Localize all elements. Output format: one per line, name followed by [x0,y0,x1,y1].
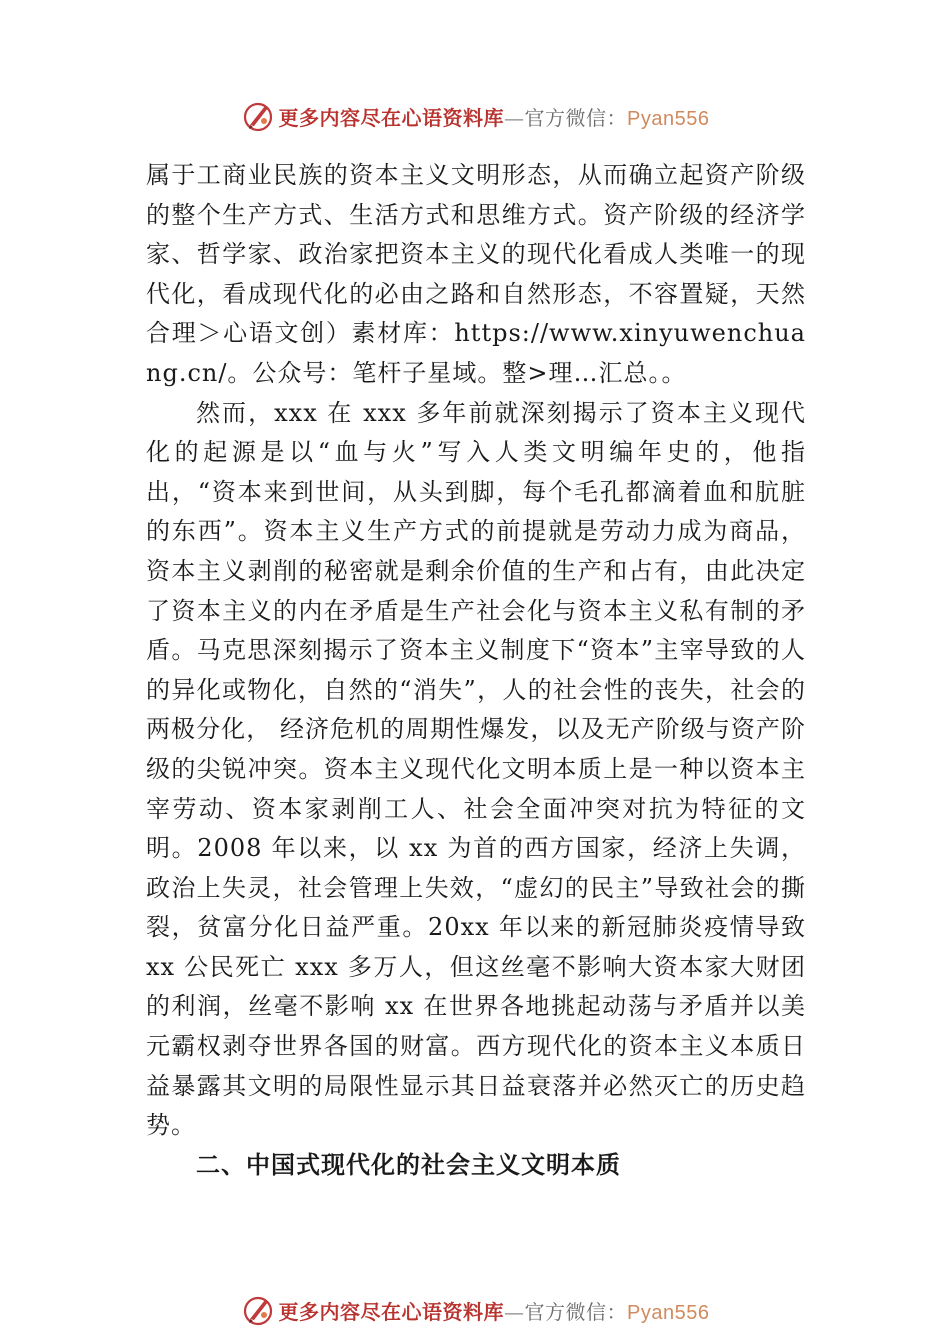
paragraph-1: 属于工商业民族的资本主义文明形态，从而确立起资产阶级的整个生产方式、生活方式和思维方式。资产阶级的经济学家、哲学家、政治家把资本主义的现代化看成人类唯一的现代化，看成现代化的必由之路和自然形态，不容置疑，天然合理＞心语文创）素材库：https://www.xinyuwenchuang.cn/。公众号：笔杆子星域。整>理…汇总。。 [146,161,806,387]
document-body [146,156,806,1185]
quill-pen-logo-icon [241,1293,275,1327]
paragraph-2: 然而，xxx 在 xxx 多年前就深刻揭示了资本主义现代化的起源是以“血与火”写入人类文明编年史的，他指出，“资本来到世间，从头到脚，每个毛孔都滴着血和肮脏的东西”。资本主义生产方式的前提就是劳动力成为商品，资本主义剥削的秘密就是剩余价值的生产和占有，由此决定了资本主义的内在矛盾是生产社会化与资本主义私有制的矛盾。马克思深刻揭示了资本主义制度下“资本”主宰导致的人的异化或物化，自然的“消失”，人的社会性的丧失，社会的两极分化， 经济危机的周期性爆发，以及无产阶级与资产阶级的尖锐冲突。资本主义现代化文明本质上是一种以资本主宰劳动、资本家剥削工人、社会全面冲突对抗为特征的文明。2008 年以来，以 xx 为首的西方国家，经济上失调，政治上失灵，社会管理上失效，“虚幻的民主”导致社会的撕裂，贫富分化日益严重。20xx 年以来的新冠肺炎疫情导致 xx 公民死亡 xxx 多万人，但这丝毫不影响大资本家大财团的利润，丝毫不影响 xx 在世界各地挑起动荡与矛盾并以美元霸权剥夺世界各国的财富。西方现代化的资本主义本质日益暴露其文明的局限性显示其日益衰落并必然灭亡的历史趋势。 [146,398,806,1140]
watermark-header [0,96,950,136]
watermark-wechat-id: Pyan556 [627,1301,710,1324]
watermark-wechat-id: Pyan556 [627,107,710,130]
watermark-brand: 更多内容尽在心语资料库 [278,1299,505,1324]
watermark-brand: 更多内容尽在心语资料库 [278,105,505,130]
watermark-label: 官方微信： [524,105,628,130]
quill-pen-logo-icon [241,99,275,133]
watermark-footer [0,1290,950,1330]
section-heading: 二、中国式现代化的社会主义文明本质 [196,1150,621,1179]
watermark-dash: — [504,1299,525,1324]
watermark-label: 官方微信： [524,1299,628,1324]
watermark-dash: — [504,105,525,130]
